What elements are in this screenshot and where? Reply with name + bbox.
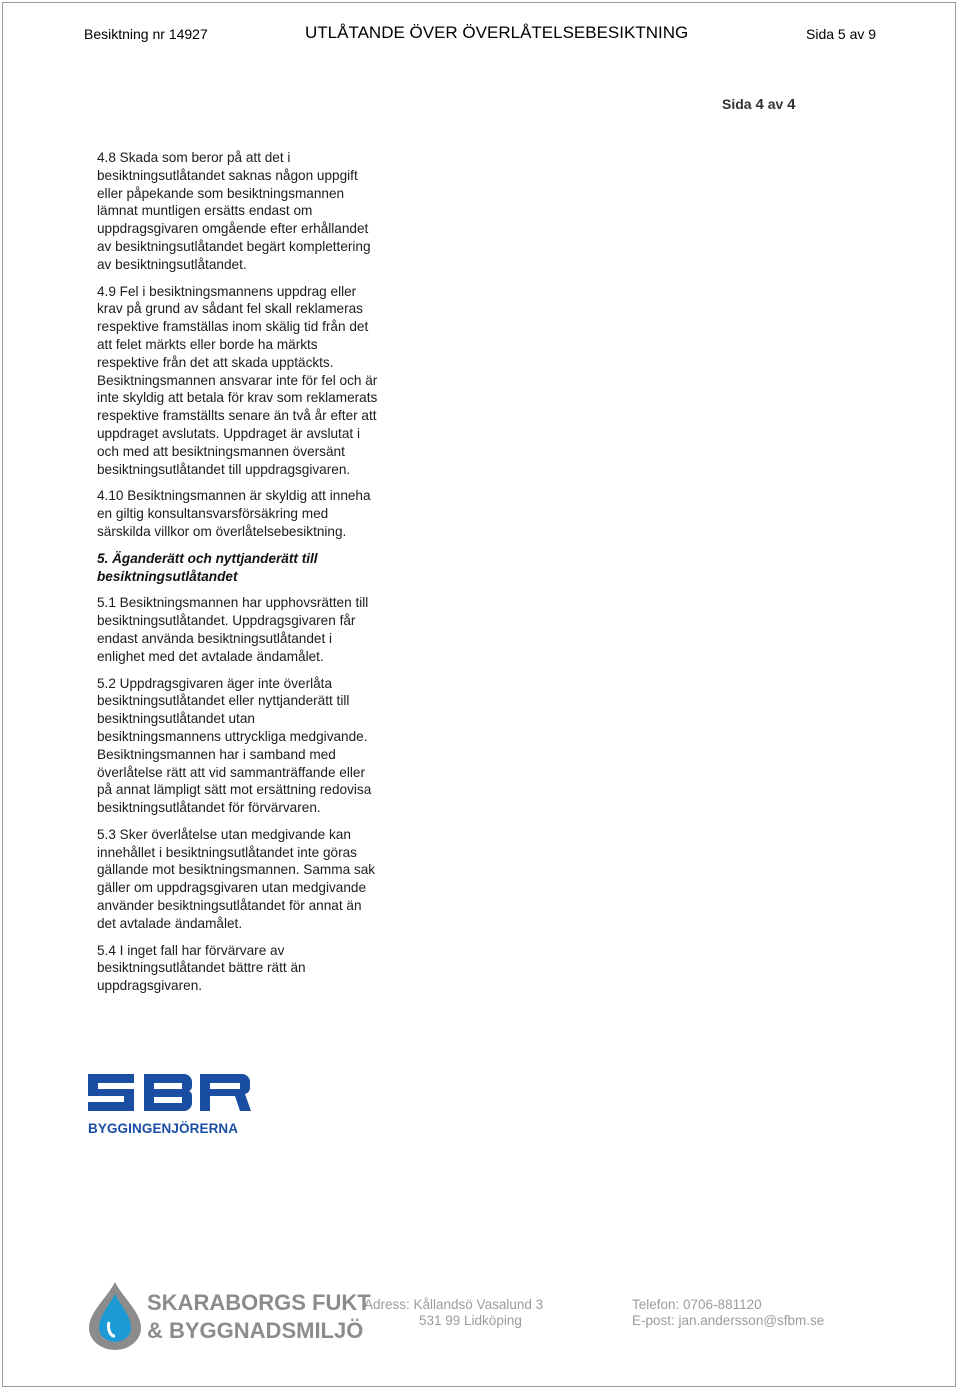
sbr-logo-caption: BYGGINGENJÖRERNA	[88, 1121, 239, 1136]
section-5-heading: 5. Äganderätt och nyttjanderätt till besiktningsutlåtandet	[97, 550, 318, 584]
logo-line-1: SKARABORGS FUKT	[147, 1290, 371, 1315]
clause-5-1: 5.1 Besiktningsmannen har upphovsrätten till besiktningsutlåtandet. Uppdragsgivaren får endast använda besiktningsutlåtandet i enlighet med det avtalade ändamålet.	[97, 595, 369, 664]
scanned-page	[97, 92, 817, 1022]
clause-5-4: 5.4 I inget fall har förvärvare av besiktningsutlåtandet bättre rätt än uppdragsgivaren.	[97, 942, 306, 994]
sbr-letters	[88, 1074, 251, 1111]
water-drop-icon	[89, 1282, 141, 1350]
footer-email: E-post: jan.andersson@sfbm.se	[632, 1313, 825, 1328]
logo-line-2: & BYGGNADSMILJÖ	[147, 1318, 364, 1343]
scanned-page-number: Sida 4 av 4	[722, 96, 796, 113]
footer-phone: Telefon: 0706-881120	[632, 1297, 762, 1312]
footer-address-line-1: Adress: Kållandsö Vasalund 3	[364, 1297, 544, 1312]
header-report-number: Besiktning nr 14927	[84, 26, 208, 42]
clause-5-3: 5.3 Sker överlåtelse utan medgivande kan innehållet i besiktningsutlåtandet inte göras gällande mot besiktningsmannen. Samma sak gäller om uppdragsgivaren utan medgivande använder besiktningsutlåtandet för annat än det avtalade ändamålet.	[97, 826, 376, 931]
footer-address-line-2: 531 99 Lidköping	[419, 1313, 522, 1328]
clause-5-2: 5.2 Uppdragsgivaren äger inte överlåta besiktningsutlåtandet eller nyttjanderätt till besiktningsutlåtandet utan besiktningsmannens uttryckliga medgivande. Besiktningsmannen har i samband med överlåtelse rätt att vid sammanträffande eller på annat lämpligt sätt mot ersättning redovisa besiktningsutlåtandet för förvärvaren.	[97, 675, 372, 816]
skaraborgs-fukt-logo	[85, 1280, 371, 1350]
clause-4-10: 4.10 Besiktningsmannen är skyldig att inneha en giltig konsultansvarsförsäkring med särskilda villkor om överlåtelsebesiktning.	[97, 488, 371, 539]
scanned-text	[97, 149, 427, 1004]
header-page-number: Sida 5 av 9	[806, 26, 877, 42]
clause-4-8: 4.8 Skada som beror på att det i besiktningsutlåtandet saknas någon uppgift eller påpekande som besiktningsmannen lämnat muntligen ersätts endast om uppdragsgivaren omgående efter erhållandet av besiktningsutlåtandet begärt komplettering av besiktningsutlåtandet.	[97, 150, 371, 272]
header-title: UTLÅTANDE ÖVER ÖVERLÅTELSEBESIKTNING	[305, 23, 689, 42]
clause-4-9: 4.9 Fel i besiktningsmannens uppdrag eller krav på grund av sådant fel skall reklameras respektive framställas inom skälig tid från det att felet märkts eller borde ha märkts respektive från det att skada upptäckts. Besiktningsmannen ansvarar inte för fel och är inte skyldig att betala för krav som reklamerats respektive framställts senare än två år efter att uppdraget avslutats. Uppdraget är avslutat i och med att besiktningsmannen översänt besiktningsutlåtandet till uppdragsgivaren.	[97, 283, 378, 477]
